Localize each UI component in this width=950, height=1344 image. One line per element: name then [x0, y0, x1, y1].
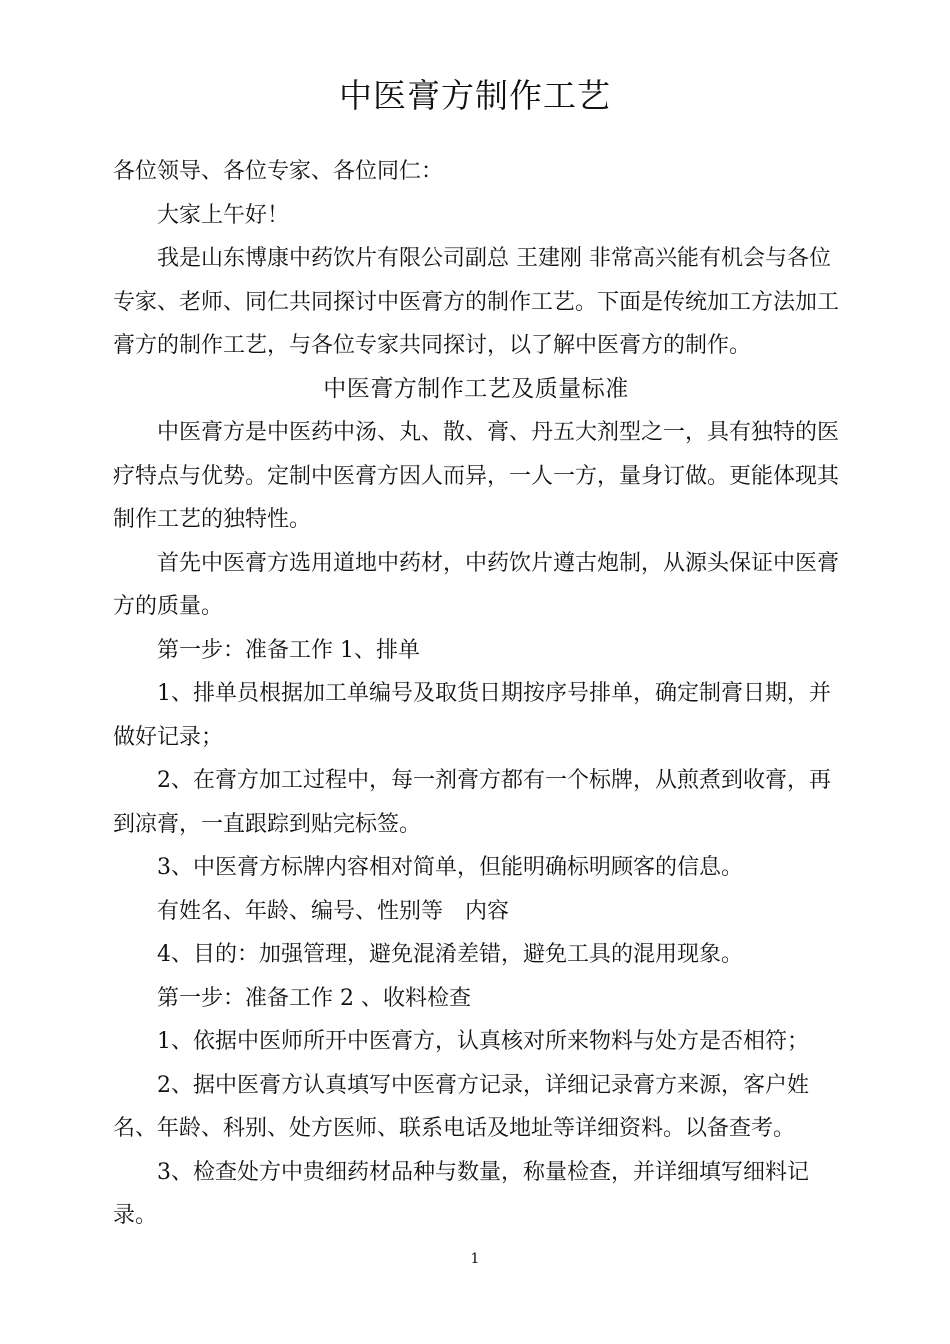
document-title: 中医膏方制作工艺 [339, 76, 611, 115]
paragraph: 2、据中医膏方认真填写中医膏方记录，详细记录膏方来源，客户姓名、年龄、科别、处方医师、联系电话及地址等详细资料。以备查考。 [113, 1072, 809, 1141]
intro-paragraph: 我是山东博康中药饮片有限公司副总 王建刚 非常高兴能有机会与各位专家、老师、同仁共同探讨中医膏方的制作工艺。下面是传统加工方法加工膏方的制作工艺，与各位专家共同探讨，以了解中医膏方的制作。 [113, 246, 840, 358]
paragraph: 4、目的：加强管理，避免混淆差错，避免工具的混用现象。 [157, 942, 743, 967]
paragraph: 1、依据中医师所开中医膏方，认真核对所来物料与处方是否相符； [157, 1029, 809, 1054]
page-number: 1 [470, 1251, 480, 1267]
paragraph: 首先中医膏方选用道地中药材，中药饮片遵古炮制，从源头保证中医膏方的质量。 [113, 550, 840, 619]
paragraph: 2、在膏方加工过程中，每一剂膏方都有一个标牌，从煎煮到收膏，再到凉膏，一直跟踪到贴完标签。 [113, 768, 831, 837]
greeting-line: 各位领导、各位专家、各位同仁： [113, 159, 444, 184]
paragraph: 1、排单员根据加工单编号及取货日期按序号排单，确定制膏日期，并做好记录； [113, 681, 831, 750]
section-title: 中医膏方制作工艺及质量标准 [323, 375, 629, 402]
step-heading: 第一步：准备工作 1、排单 [157, 637, 420, 663]
paragraph: 中医膏方是中医药中汤、丸、散、膏、丹五大剂型之一，具有独特的医疗特点与优势。定制中医膏方因人而异，一人一方，量身订做。更能体现其制作工艺的独特性。 [113, 420, 840, 532]
paragraph: 3、检查处方中贵细药材品种与数量，称量检查，并详细填写细料记录。 [113, 1159, 809, 1228]
document-body [113, 150, 839, 1238]
paragraph: 有姓名、年龄、编号、性别等 内容 [157, 898, 510, 924]
step-heading: 第一步：准备工作 2 、收料检查 [157, 985, 471, 1011]
paragraph: 3、中医膏方标牌内容相对简单，但能明确标明顾客的信息。 [157, 855, 743, 880]
hello-line: 大家上午好！ [157, 202, 290, 228]
